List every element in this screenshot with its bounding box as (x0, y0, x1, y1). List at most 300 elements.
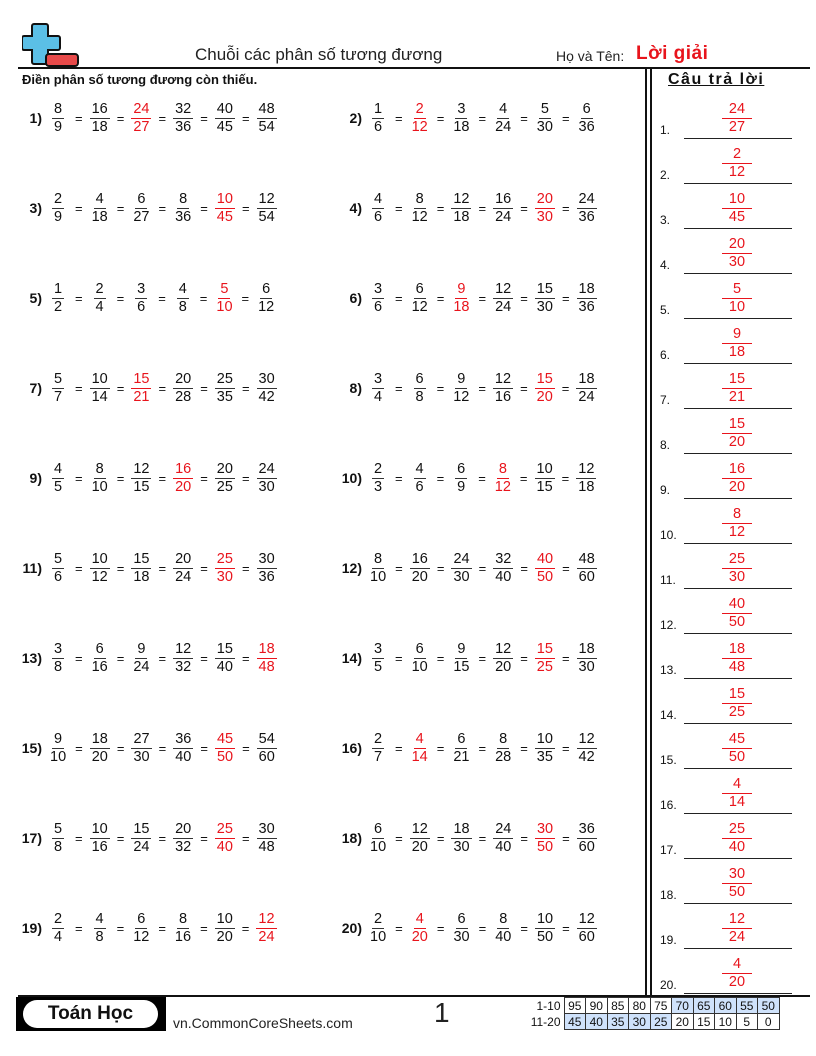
numerator: 8 (499, 730, 508, 747)
numerator: 12 (578, 460, 595, 477)
problem-8 (332, 366, 597, 410)
denominator: 9 (53, 208, 63, 225)
denominator: 12 (453, 388, 470, 405)
fraction (90, 731, 110, 766)
numerator: 10 (91, 820, 108, 837)
numerator: 20 (175, 820, 192, 837)
fraction (131, 731, 151, 766)
answer-number: 14. (660, 708, 677, 722)
equals-sign: = (158, 110, 167, 126)
numerator: 2 (722, 146, 752, 164)
numerator: 25 (216, 820, 233, 837)
equals-sign: = (75, 290, 83, 306)
denominator: 40 (216, 838, 233, 855)
answer-number: 15. (660, 753, 677, 767)
score-cell: 0 (758, 1014, 780, 1030)
equals-sign: = (200, 110, 208, 126)
fraction (90, 461, 110, 496)
equals-sign: = (200, 380, 208, 396)
denominator: 30 (536, 118, 553, 135)
problem-number: 14) (341, 650, 362, 666)
numerator: 10 (91, 550, 108, 567)
denominator: 24 (175, 568, 192, 585)
denominator: 50 (728, 749, 746, 765)
numerator: 6 (415, 640, 424, 657)
equals-sign: = (561, 200, 570, 216)
denominator: 10 (370, 838, 387, 855)
numerator: 36 (578, 820, 595, 837)
score-cell: 35 (607, 1014, 629, 1030)
numerator: 15 (133, 370, 150, 387)
problem-number: 17) (21, 830, 42, 846)
denominator: 20 (411, 838, 428, 855)
denominator: 14 (411, 748, 428, 765)
fraction (257, 731, 277, 766)
numerator: 24 (495, 820, 512, 837)
denominator: 21 (133, 388, 150, 405)
answer-key-item (658, 769, 792, 814)
answer-key-item (658, 679, 792, 724)
denominator: 40 (216, 658, 233, 675)
numerator: 15 (722, 416, 752, 434)
answer-key-title: Câu trả lời (668, 71, 765, 88)
numerator: 3 (53, 640, 63, 657)
equals-sign: = (200, 740, 208, 756)
denominator: 8 (415, 388, 424, 405)
numerator: 15 (216, 640, 233, 657)
numerator: 12 (258, 910, 275, 927)
numerator: 16 (411, 550, 428, 567)
equals-sign: = (241, 560, 250, 576)
fraction (215, 371, 235, 406)
numerator: 6 (582, 100, 591, 117)
numerator: 16 (722, 461, 752, 479)
answer-key-item (658, 229, 792, 274)
equals-sign: = (199, 290, 208, 306)
denominator: 20 (495, 658, 512, 675)
denominator: 8 (53, 838, 63, 855)
answer-fraction (535, 191, 555, 226)
fraction (451, 461, 471, 496)
numerator: 6 (262, 280, 271, 297)
denominator: 16 (174, 928, 192, 945)
equals-sign: = (395, 560, 403, 576)
fraction (257, 371, 277, 406)
denominator: 20 (728, 434, 746, 450)
answer-fraction (535, 551, 555, 586)
numerator: 4 (415, 910, 424, 927)
denominator: 5 (53, 478, 63, 495)
denominator: 18 (453, 208, 470, 225)
fraction (48, 191, 68, 226)
denominator: 30 (453, 838, 470, 855)
numerator: 18 (258, 640, 275, 657)
denominator: 50 (216, 748, 234, 765)
numerator: 12 (578, 910, 595, 927)
equals-sign: = (436, 560, 445, 576)
denominator: 10 (50, 748, 67, 765)
score-cell: 15 (693, 1014, 715, 1030)
denominator: 27 (133, 118, 150, 135)
denominator: 25 (536, 658, 553, 675)
numerator: 20 (216, 460, 233, 477)
equals-sign: = (75, 560, 83, 576)
score-cell: 80 (629, 998, 651, 1014)
numerator: 4 (722, 956, 752, 974)
numerator: 4 (415, 460, 424, 477)
fraction (410, 821, 430, 856)
answer-fraction (722, 821, 752, 856)
equals-sign: = (520, 830, 528, 846)
problem-10 (332, 456, 596, 500)
denominator: 30 (453, 928, 470, 945)
fraction (451, 911, 471, 946)
numerator: 8 (179, 190, 188, 207)
fraction (410, 551, 430, 586)
problem-number: 19) (21, 920, 42, 936)
equals-sign: = (436, 110, 445, 126)
numerator: 8 (374, 550, 383, 567)
fraction (535, 731, 555, 766)
answer-fraction (410, 731, 430, 766)
equals-sign: = (116, 650, 125, 666)
answer-number: 16. (660, 798, 677, 812)
denominator: 48 (258, 838, 275, 855)
equals-sign: = (436, 830, 445, 846)
numerator: 24 (453, 550, 470, 567)
denominator: 5 (373, 658, 383, 675)
denominator: 20 (411, 568, 428, 585)
equals-sign: = (520, 200, 528, 216)
problem-number: 5) (29, 290, 42, 306)
numerator: 12 (578, 730, 595, 747)
equals-sign: = (520, 290, 528, 306)
problem-number: 4) (349, 200, 362, 216)
equals-sign: = (158, 650, 167, 666)
numerator: 15 (536, 370, 553, 387)
denominator: 42 (578, 748, 595, 765)
numerator: 3 (137, 280, 146, 297)
fraction (215, 911, 235, 946)
equals-sign: = (436, 290, 445, 306)
fraction (90, 191, 110, 226)
denominator: 12 (411, 208, 428, 225)
denominator: 20 (175, 478, 192, 495)
score-row-label: 1-10 (536, 998, 561, 1013)
numerator: 18 (91, 730, 108, 747)
answer-number: 12. (660, 618, 677, 632)
problem-7 (12, 366, 277, 410)
answer-number: 3. (660, 213, 671, 227)
answer-key-item (658, 949, 792, 994)
problem-20 (332, 906, 597, 950)
answer-key-item (658, 904, 792, 949)
answer-fraction (535, 821, 555, 856)
equals-sign: = (436, 740, 445, 756)
equals-sign: = (561, 650, 570, 666)
answer-line (684, 993, 792, 994)
numerator: 40 (536, 550, 554, 567)
denominator: 20 (536, 388, 553, 405)
answer-fraction (722, 416, 752, 451)
answer-key-item (658, 499, 792, 544)
numerator: 2 (53, 190, 63, 207)
fraction (257, 551, 277, 586)
numerator: 15 (722, 686, 752, 704)
fraction (368, 191, 388, 226)
equals-sign: = (520, 740, 528, 756)
fraction (90, 371, 110, 406)
answer-key-item (658, 274, 792, 319)
numerator: 3 (373, 640, 383, 657)
answer-fraction (722, 191, 752, 226)
equals-sign: = (116, 560, 125, 576)
denominator: 20 (728, 479, 746, 495)
denominator: 50 (536, 568, 554, 585)
equals-sign: = (200, 200, 208, 216)
numerator: 4 (373, 190, 383, 207)
equals-sign: = (520, 110, 528, 126)
denominator: 21 (728, 389, 746, 405)
numerator: 32 (175, 100, 192, 117)
answer-fraction (722, 866, 752, 901)
equals-sign: = (436, 920, 445, 936)
denominator: 24 (133, 658, 150, 675)
fraction (577, 731, 597, 766)
equals-sign: = (395, 650, 403, 666)
fraction (493, 911, 513, 946)
denominator: 60 (258, 748, 275, 765)
fraction (577, 191, 597, 226)
denominator: 16 (494, 388, 512, 405)
answer-number: 13. (660, 663, 677, 677)
answer-fraction (535, 641, 555, 676)
denominator: 18 (91, 208, 108, 225)
numerator: 25 (216, 550, 233, 567)
fraction (48, 911, 68, 946)
numerator: 6 (95, 640, 104, 657)
denominator: 50 (728, 614, 746, 630)
denominator: 35 (216, 388, 233, 405)
answer-fraction (410, 101, 430, 136)
answer-number: 10. (660, 528, 677, 542)
numerator: 9 (457, 640, 466, 657)
answer-key-item (658, 589, 792, 634)
denominator: 30 (453, 568, 470, 585)
answer-number: 18. (660, 888, 677, 902)
equals-sign: = (116, 290, 125, 306)
denominator: 35 (536, 748, 553, 765)
fraction (48, 461, 68, 496)
numerator: 20 (175, 370, 192, 387)
problem-number: 20) (341, 920, 362, 936)
denominator: 10 (370, 568, 387, 585)
answer-fraction (722, 281, 752, 316)
answer-number: 19. (660, 933, 677, 947)
equals-sign: = (241, 650, 250, 666)
answer-fraction (722, 146, 752, 181)
denominator: 40 (175, 748, 192, 765)
numerator: 6 (415, 280, 424, 297)
score-cell: 60 (715, 998, 737, 1014)
equals-sign: = (75, 470, 83, 486)
numerator: 3 (457, 100, 466, 117)
numerator: 10 (536, 910, 554, 927)
denominator: 50 (728, 884, 746, 900)
fraction (493, 821, 513, 856)
denominator: 36 (175, 208, 192, 225)
equals-sign: = (158, 290, 166, 306)
equals-sign: = (75, 650, 83, 666)
fraction (173, 101, 193, 136)
numerator: 10 (91, 370, 108, 387)
equals-sign: = (158, 740, 167, 756)
denominator: 6 (137, 298, 146, 315)
equals-sign: = (520, 560, 528, 576)
numerator: 25 (722, 821, 752, 839)
fraction (493, 731, 513, 766)
equals-sign: = (561, 740, 570, 756)
numerator: 2 (53, 910, 63, 927)
denominator: 20 (411, 928, 428, 945)
top-divider (18, 67, 810, 69)
denominator: 16 (91, 658, 108, 675)
column-divider (650, 68, 652, 996)
equals-sign: = (200, 650, 208, 666)
denominator: 24 (495, 118, 512, 135)
problem-number: 16) (341, 740, 362, 756)
score-cell: 65 (693, 998, 715, 1014)
fraction (48, 281, 68, 316)
fraction (368, 281, 388, 316)
denominator: 24 (258, 928, 275, 945)
denominator: 8 (95, 928, 104, 945)
numerator: 5 (53, 370, 63, 387)
answer-fraction (214, 281, 234, 316)
fraction (90, 641, 110, 676)
numerator: 30 (258, 820, 275, 837)
denominator: 32 (175, 838, 192, 855)
denominator: 12 (411, 298, 428, 315)
numerator: 15 (722, 371, 752, 389)
denominator: 18 (728, 344, 746, 360)
equals-sign: = (158, 560, 167, 576)
fraction (451, 371, 471, 406)
denominator: 3 (373, 478, 383, 495)
denominator: 30 (216, 568, 233, 585)
fraction (368, 101, 388, 136)
equals-sign: = (75, 200, 83, 216)
fraction (90, 551, 110, 586)
denominator: 30 (728, 569, 746, 585)
problem-number: 8) (349, 380, 362, 396)
equals-sign: = (395, 920, 403, 936)
denominator: 24 (495, 208, 512, 225)
fraction (215, 101, 235, 136)
answer-key-item (658, 94, 792, 139)
denominator: 24 (133, 838, 150, 855)
score-cell: 50 (758, 998, 780, 1014)
numerator: 4 (499, 100, 508, 117)
numerator: 6 (415, 370, 424, 387)
equals-sign: = (562, 920, 570, 936)
fraction (368, 911, 388, 946)
denominator: 50 (536, 928, 554, 945)
fraction (368, 551, 388, 586)
problem-number: 6) (349, 290, 362, 306)
numerator: 8 (722, 506, 752, 524)
equals-sign: = (116, 830, 125, 846)
numerator: 10 (536, 730, 553, 747)
numerator: 2 (373, 460, 383, 477)
answer-key-item (658, 544, 792, 589)
score-cell: 20 (672, 1014, 694, 1030)
answer-number: 1. (660, 123, 671, 137)
fraction (577, 641, 597, 676)
answer-key-item (658, 139, 792, 184)
score-cell: 70 (672, 998, 694, 1014)
numerator: 12 (722, 911, 752, 929)
fraction (173, 821, 193, 856)
denominator: 14 (728, 794, 746, 810)
fraction (535, 281, 555, 316)
equals-sign: = (158, 830, 167, 846)
denominator: 45 (728, 209, 746, 225)
equals-sign: = (241, 920, 250, 936)
problem-3 (12, 186, 277, 230)
denominator: 10 (91, 478, 108, 495)
fraction (256, 281, 276, 316)
denominator: 42 (258, 388, 275, 405)
denominator: 8 (178, 298, 187, 315)
denominator: 24 (495, 298, 512, 315)
denominator: 4 (373, 388, 383, 405)
fraction (257, 821, 277, 856)
denominator: 6 (53, 568, 63, 585)
answer-fraction (215, 551, 235, 586)
denominator: 20 (728, 974, 746, 990)
fraction (173, 191, 193, 226)
answer-fraction (722, 506, 752, 541)
answer-fraction (722, 596, 752, 631)
numerator: 18 (578, 640, 595, 657)
fraction (368, 641, 388, 676)
answer-key-item (658, 454, 792, 499)
answer-key-item (658, 319, 792, 364)
problem-19 (12, 906, 277, 950)
denominator: 20 (216, 928, 233, 945)
numerator: 32 (495, 550, 512, 567)
denominator: 25 (216, 478, 233, 495)
equals-sign: = (158, 920, 166, 936)
denominator: 12 (91, 568, 108, 585)
answer-key-item (658, 184, 792, 229)
score-cell: 10 (715, 1014, 737, 1030)
numerator: 18 (578, 280, 595, 297)
equals-sign: = (520, 380, 528, 396)
denominator: 6 (373, 118, 383, 135)
equals-sign: = (200, 920, 208, 936)
problem-1 (12, 96, 277, 140)
equals-sign: = (241, 200, 250, 216)
numerator: 9 (457, 280, 466, 297)
numerator: 18 (578, 370, 595, 387)
score-table (526, 997, 780, 1030)
denominator: 40 (495, 838, 512, 855)
denominator: 36 (578, 118, 595, 135)
numerator: 18 (722, 641, 752, 659)
denominator: 27 (133, 208, 150, 225)
